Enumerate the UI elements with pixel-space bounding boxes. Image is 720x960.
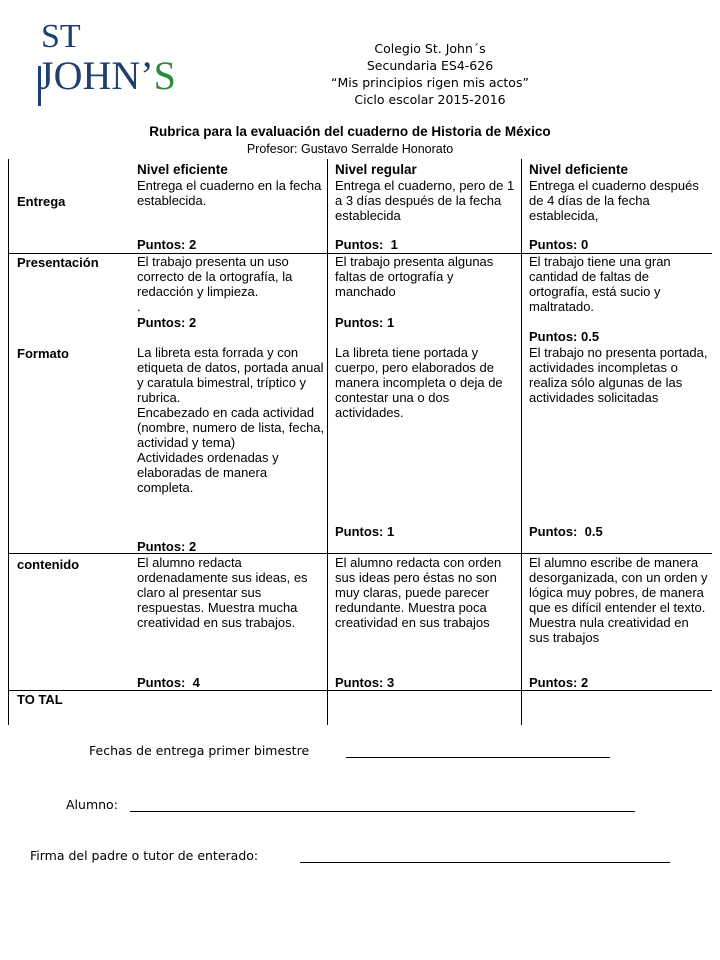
delivery-dates-line[interactable] bbox=[346, 757, 610, 758]
level-header-efficient: Nivel eficiente bbox=[137, 162, 228, 177]
logo-john: JOHN bbox=[38, 53, 141, 98]
rubric-points: Puntos: 2 bbox=[137, 539, 197, 554]
rubric-cell-text: El trabajo tiene una gran cantidad de faltas de ortografía, está sucio y maltratado. bbox=[529, 254, 671, 314]
logo-st-text: ST bbox=[41, 18, 81, 55]
grid-vline bbox=[521, 159, 522, 725]
criterion-entrega: Entrega bbox=[17, 194, 66, 209]
rubric-cell-text: Entrega el cuaderno después de 4 días de la fecha establecida, bbox=[529, 178, 699, 223]
school-motto: “Mis principios rigen mis actos” bbox=[331, 75, 529, 90]
signature-line[interactable] bbox=[300, 862, 670, 863]
school-logo bbox=[38, 18, 176, 98]
rubric-points: Puntos: 2 bbox=[137, 315, 197, 330]
level-header-deficient: Nivel deficiente bbox=[529, 162, 629, 177]
page-title: Rubrica para la evaluación del cuaderno de Historia de México bbox=[149, 124, 551, 139]
rubric-points: Puntos: 1 bbox=[335, 524, 395, 539]
criterion-contenido: contenido bbox=[17, 557, 80, 572]
professor-name: Profesor: Gustavo Serralde Honorato bbox=[246, 142, 454, 156]
student-name-line[interactable] bbox=[130, 811, 635, 812]
rubric-cell-text: El alumno escribe de manera desorganizada, con un orden y lógica muy pobres, de manera que es difícil entender el texto. Muestra nula creatividad en sus trabajos bbox=[529, 555, 708, 645]
rubric-points: Puntos: 3 bbox=[335, 675, 395, 690]
rubric-cell-text: El alumno redacta ordenadamente sus ideas, es claro al presentar sus respuestas. Muestra mucha creatividad en sus trabajos. bbox=[137, 555, 308, 630]
grid-vline bbox=[8, 159, 9, 725]
grid-hline bbox=[8, 690, 712, 691]
rubric-points: Puntos: 1 bbox=[335, 315, 395, 330]
level-header-regular: Nivel regular bbox=[335, 162, 417, 177]
rubric-cell-text: La libreta esta forrada y con etiqueta de datos, portada anual y caratula bimestral, tríptico y rubrica. Encabezado en cada actividad (nombre, numero de lista, fecha, actividad y tema) Actividades ordenadas y elaboradas de manera completa. bbox=[137, 345, 325, 495]
rubric-cell-text: El trabajo no presenta portada, actividades incompletas o realiza sólo algunas de las actividades solicitadas bbox=[529, 345, 708, 405]
signature-label: Firma del padre o tutor de enterado: bbox=[30, 848, 259, 863]
total-label: TO TAL bbox=[17, 692, 63, 707]
rubric-points: Puntos: 4 bbox=[137, 675, 200, 690]
rubric-table bbox=[0, 159, 712, 725]
rubric-cell-text: Entrega el cuaderno en la fecha establecida. bbox=[137, 178, 322, 208]
rubric-cell-text: Entrega el cuaderno, pero de 1 a 3 días después de la fecha establecida bbox=[335, 178, 515, 223]
school-cycle: Ciclo escolar 2015-2016 bbox=[354, 92, 506, 107]
rubric-points: Puntos: 1 bbox=[335, 237, 398, 252]
rubric-cell-text: El trabajo presenta algunas faltas de ortografía y manchado bbox=[335, 254, 494, 299]
rubric-points: Puntos: 2 bbox=[137, 237, 197, 252]
rubric-cell-text: El alumno redacta con orden sus ideas pero éstas no son muy claras, puede parecer redundante. Muestra poca creatividad en sus trabajos bbox=[335, 555, 502, 630]
school-level: Secundaria ES4-626 bbox=[366, 58, 494, 73]
rubric-points: Puntos: 0 bbox=[529, 237, 589, 252]
grid-hline bbox=[8, 553, 712, 554]
rubric-cell-text: La libreta tiene portada y cuerpo, pero elaborados de manera incompleta o deja de contestar una o dos actividades. bbox=[335, 345, 503, 420]
delivery-dates-label: Fechas de entrega primer bimestre bbox=[89, 743, 310, 758]
logo-apostrophe: ’ bbox=[140, 53, 154, 98]
logo-s: S bbox=[153, 53, 176, 98]
rubric-points: Puntos: 2 bbox=[529, 675, 589, 690]
criterion-formato: Formato bbox=[17, 346, 69, 361]
logo-johns-text bbox=[38, 53, 176, 98]
student-label: Alumno: bbox=[66, 797, 118, 812]
rubric-cell-text: El trabajo presenta un uso correcto de la ortografía, la redacción y limpieza. . bbox=[137, 254, 293, 314]
rubric-points: Puntos: 0.5 bbox=[529, 524, 603, 539]
school-header bbox=[300, 40, 560, 108]
school-name: Colegio St. John´s bbox=[374, 41, 486, 56]
grid-vline bbox=[327, 159, 328, 725]
criterion-presentacion: Presentación bbox=[17, 255, 99, 270]
rubric-points: Puntos: 0.5 bbox=[529, 329, 600, 344]
